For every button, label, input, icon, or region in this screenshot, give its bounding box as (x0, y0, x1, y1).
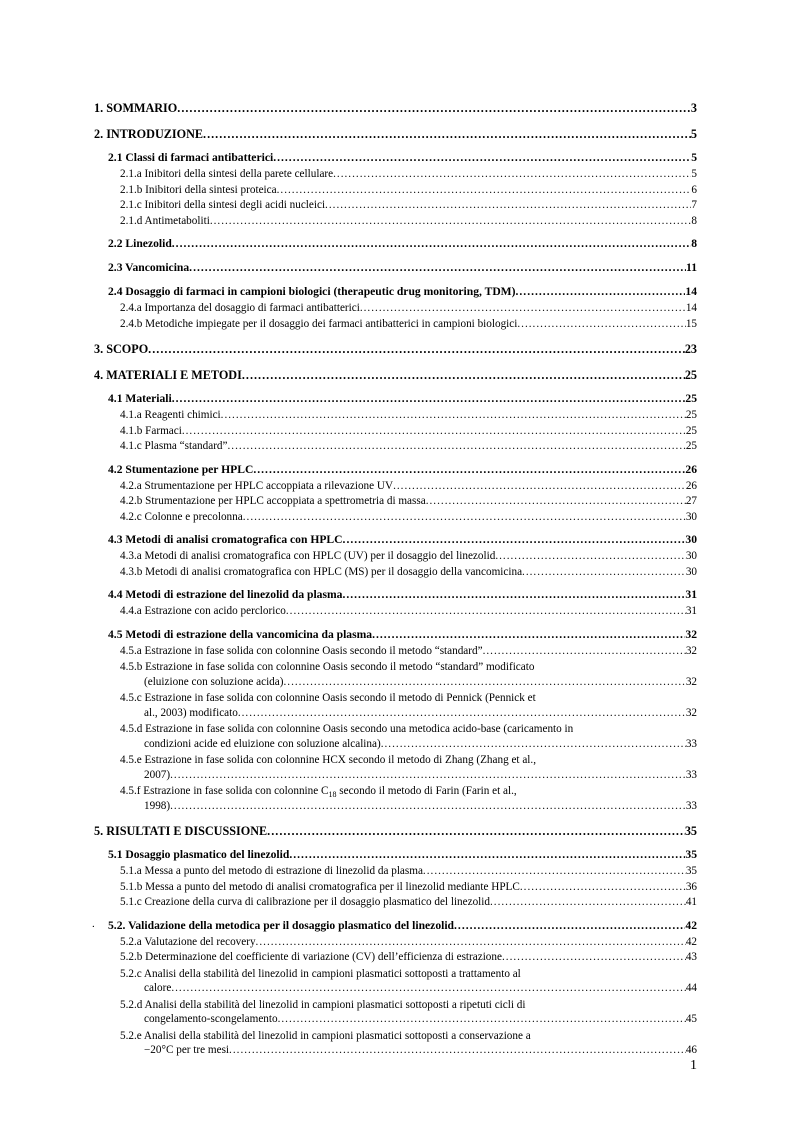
leader-dots (393, 480, 686, 492)
toc-entry-title: 2. INTRODUZIONE (94, 127, 204, 141)
leader-dots (238, 707, 686, 719)
toc-section[interactable] (94, 533, 697, 550)
toc-entry-multiline[interactable] (94, 660, 697, 691)
leader-dots (189, 261, 686, 274)
toc-page-number: 7 (691, 199, 697, 211)
toc-entry-title: 5.2.b Determinazione del coefficiente di variazione (CV) dell’efficienza di estrazione (120, 951, 502, 963)
toc-entry-title: 4.4 Metodi di estrazione del linezolid da plasma (108, 588, 343, 601)
toc-entry-title: 2.4 Dosaggio di farmaci in campioni biologici (therapeutic drug monitoring, TDM) (108, 285, 516, 298)
toc-page-number: 27 (685, 495, 697, 507)
toc-entry-title: 5.1.a Messa a punto del metodo di estrazione di linezolid da plasma (120, 865, 423, 877)
toc-subsection[interactable] (94, 511, 697, 527)
toc-entry-continuation: al., 2003) modificato (144, 706, 238, 719)
leader-dots (170, 769, 686, 781)
leader-dots (182, 425, 686, 437)
toc-page-number: 42 (685, 918, 697, 932)
toc-page-number: 5 (690, 127, 697, 141)
toc-chapter[interactable] (94, 101, 697, 118)
toc-entry-title: 3. SCOPO (94, 342, 149, 356)
toc-entry-multiline[interactable] (94, 784, 697, 815)
toc-entry-title: 2.1.d Antimetaboliti (120, 214, 210, 227)
toc-entry-title: 2.2 Linezolid (108, 237, 172, 250)
toc-entry-title: 4.3.b Metodi di analisi cromatografica con HPLC (MS) per il dosaggio della vancomicina (120, 565, 523, 578)
toc-entry-title: 4.2.c Colonne e precolonna (120, 510, 243, 523)
toc-page-number: 30 (685, 550, 697, 562)
leader-dots (520, 881, 686, 893)
toc-chapter[interactable] (94, 127, 697, 144)
toc-page-number: 3 (690, 101, 697, 115)
toc-chapter[interactable] (94, 342, 697, 359)
toc-entry-title: 4.2.b Strumentazione per HPLC accoppiata a spettrometria di massa (120, 495, 426, 507)
toc-entry-title: 4.5.b Estrazione in fase solida con colonnine Oasis secondo il metodo “standard” modificato (120, 661, 535, 673)
toc-page-number: 26 (685, 479, 697, 492)
toc-entry-title-part: 4.5.f Estrazione in fase solida con colonnine C (120, 785, 329, 797)
toc-subsection[interactable] (94, 865, 697, 881)
toc-subsection[interactable] (94, 896, 697, 912)
leader-dots (516, 285, 686, 298)
leader-dots (177, 101, 691, 116)
toc-entry-title: 4.3 Metodi di analisi cromatografica con HPLC (108, 533, 343, 546)
toc-entry-title: 5.1.b Messa a punto del metodo di analisi cromatografica per il linezolid mediante HPLC (120, 880, 520, 893)
toc-entry-continuation: (eluizione con soluzione acida) (144, 675, 284, 688)
toc-entry-continuation: condizioni acide ed eluizione con soluzione alcalina) (144, 737, 381, 750)
toc-entry-title: 4.1.b Farmaci (120, 424, 182, 437)
toc-entry-title: 5.2.d Analisi della stabilità del linezolid in campioni plasmatici sottoposti a ripetuti cicli di (120, 998, 526, 1011)
leader-dots (517, 318, 685, 330)
leader-dots (210, 215, 692, 227)
toc-page-number: 45 (685, 1013, 697, 1025)
leader-dots (229, 1044, 686, 1056)
leader-dots (286, 605, 686, 617)
toc-section[interactable] (94, 261, 697, 278)
leader-dots (283, 676, 685, 688)
leader-dots (289, 848, 685, 861)
toc-page-number: 5 (691, 168, 697, 180)
leader-dots (148, 342, 685, 357)
toc-subsection[interactable] (94, 881, 697, 897)
toc-entry-title (120, 784, 697, 800)
toc-entry-title: 5.1.c Creazione della curva di calibrazione per il dosaggio plasmatico del linezolid (120, 896, 490, 908)
toc-section[interactable] (94, 848, 697, 865)
toc-section[interactable] (94, 463, 697, 480)
leader-dots (490, 896, 686, 908)
toc-subsection[interactable] (94, 168, 697, 184)
toc-page-number: 30 (685, 565, 697, 578)
toc-entry-title: 2.1.b Inibitori della sintesi proteica (120, 183, 277, 196)
toc-page-number: 25 (685, 392, 697, 405)
toc-page-number: 32 (685, 675, 697, 688)
toc-page-number: 30 (685, 533, 697, 546)
toc-subsection[interactable] (94, 409, 697, 425)
toc-page-number: 30 (685, 510, 697, 523)
toc-page-number: 25 (685, 409, 697, 421)
toc-entry-title: 5.1 Dosaggio plasmatico del linezolid (108, 848, 290, 861)
toc-entry-title: 4.3.a Metodi di analisi cromatografica con HPLC (UV) per il dosaggio del linezolid (120, 550, 496, 562)
leader-dots (502, 951, 686, 963)
toc-section[interactable] (94, 628, 697, 645)
toc-entry-title: 4.1.c Plasma “standard” (120, 440, 228, 452)
toc-entry-title: 5.2. Validazione della metodica per il dosaggio plasmatico del linezolid (108, 918, 455, 932)
toc-page-number: 31 (685, 588, 697, 601)
toc-entry-multiline[interactable] (94, 753, 697, 784)
toc-entry-title: 5.2.a Valutazione del recovery (120, 935, 256, 948)
leader-dots (333, 168, 691, 180)
leader-dots (372, 628, 685, 641)
toc-page-number: 14 (685, 302, 697, 314)
leader-dots (522, 566, 686, 578)
leader-dots (454, 919, 685, 932)
toc-chapter[interactable] (94, 368, 697, 385)
table-of-contents (94, 92, 697, 1060)
toc-subsection[interactable] (94, 951, 697, 967)
toc-entry-title: 2.3 Vancomicina (108, 261, 190, 274)
toc-entry-title: 4.2.a Strumentazione per HPLC accoppiata a rilevazione UV (120, 479, 394, 492)
toc-section[interactable] (94, 588, 697, 605)
toc-subsection[interactable] (94, 605, 697, 621)
toc-page-number: 35 (684, 824, 697, 838)
toc-entry-title: 2.1 Classi di farmaci antibatterici (108, 151, 274, 164)
toc-page-number: 43 (685, 951, 697, 963)
toc-entry-multiline[interactable] (94, 998, 697, 1029)
toc-page-number: 32 (685, 627, 697, 641)
toc-entry-multiline[interactable] (94, 722, 697, 753)
toc-entry-title: 4.2 Stumentazione per HPLC (108, 462, 254, 476)
leader-dots (483, 645, 686, 657)
leader-dots (172, 392, 686, 405)
toc-page-number: 33 (685, 737, 697, 750)
toc-page-number: 41 (685, 896, 697, 908)
toc-entry-continuation: −20°C per tre mesi (144, 1044, 230, 1056)
toc-page-number: 26 (685, 462, 697, 476)
toc-page-number: 25 (685, 424, 697, 437)
toc-section[interactable] (94, 151, 697, 168)
toc-subsection[interactable] (94, 215, 697, 231)
leader-dots (172, 237, 691, 250)
leader-dots (273, 151, 691, 164)
toc-subsection[interactable] (94, 936, 697, 952)
toc-entry-title: 5.2.e Analisi della stabilità del linezolid in campioni plasmatici sottoposti a conservazione a (120, 1029, 531, 1042)
toc-subsection[interactable] (94, 440, 697, 456)
toc-entry-title: 2.4.b Metodiche impiegate per il dosaggio dei farmaci antibatterici in campioni biologici (120, 317, 518, 330)
toc-chapter[interactable] (94, 824, 697, 841)
toc-subsection[interactable] (94, 302, 697, 318)
toc-subsection[interactable] (94, 566, 697, 582)
toc-page-number: 36 (685, 880, 697, 893)
leader-dots (256, 936, 686, 948)
leader-dots (423, 865, 686, 877)
toc-page-number: 8 (691, 237, 697, 250)
toc-page-number: 14 (685, 285, 697, 298)
toc-section[interactable] (94, 285, 697, 302)
toc-entry-multiline[interactable] (94, 967, 697, 998)
leader-dots (277, 184, 692, 196)
toc-subsection[interactable] (94, 495, 697, 511)
toc-entry-title: 4.5.d Estrazione in fase solida con colonnine Oasis secondo una metodica acido-base (caricamento in (120, 723, 574, 735)
toc-entry-title: 4.5.e Estrazione in fase solida con colonnine HCX secondo il metodo di Zhang (Zhang et al., (120, 754, 537, 766)
leader-dots (170, 800, 686, 812)
toc-subsection[interactable] (94, 550, 697, 566)
toc-page-number: 25 (685, 440, 697, 452)
toc-subsection[interactable] (94, 184, 697, 200)
leader-dots (228, 440, 686, 452)
toc-entry-title: 4.1.a Reagenti chimici (120, 409, 221, 421)
leader-dots (171, 982, 685, 994)
toc-entry-title-part: secondo il metodo di Farin (Farin et al., (336, 785, 517, 797)
toc-page-number: 46 (685, 1044, 697, 1056)
toc-page-number: 31 (685, 605, 697, 617)
toc-entry-multiline[interactable] (94, 691, 697, 722)
leader-dots (278, 1013, 686, 1025)
toc-page-number: 35 (685, 848, 697, 861)
margin-mark: . (92, 918, 95, 930)
toc-entry-title: 2.1.c Inibitori della sintesi degli acidi nucleici (120, 199, 326, 211)
leader-dots (342, 588, 685, 601)
toc-page-number: 35 (685, 865, 697, 877)
toc-entry-title: 5.2.c Analisi della stabilità del linezolid in campioni plasmatici sottoposti a trattamento al (120, 967, 521, 980)
leader-dots (243, 511, 686, 523)
leader-dots (360, 302, 686, 314)
toc-entry-continuation: calore (144, 982, 172, 994)
toc-entry-continuation: 1998) (144, 799, 171, 812)
toc-subsection[interactable] (94, 645, 697, 661)
toc-page-number: 33 (685, 799, 697, 812)
toc-entry-title: 1. SOMMARIO (94, 101, 178, 115)
toc-entry-title: 5. RISULTATI E DISCUSSIONE (94, 824, 268, 838)
toc-entry-continuation: 2007) (144, 768, 171, 781)
toc-section[interactable] (94, 392, 697, 409)
leader-dots (426, 495, 686, 507)
toc-entry-title: 4.5.a Estrazione in fase solida con colonnine Oasis secondo il metodo “standard” (120, 644, 483, 657)
toc-subsection[interactable] (94, 199, 697, 215)
toc-subsection[interactable] (94, 318, 697, 334)
toc-page-number: 23 (684, 342, 697, 356)
toc-page-number: 5 (691, 151, 697, 164)
toc-section[interactable] (94, 919, 697, 936)
toc-page-number: 33 (685, 768, 697, 781)
toc-page-number: 32 (685, 706, 697, 719)
toc-page-number: 44 (685, 982, 697, 994)
toc-page-number: 25 (684, 368, 697, 382)
toc-page-number: 42 (685, 935, 697, 948)
leader-dots (325, 199, 691, 211)
leader-dots (267, 824, 685, 839)
leader-dots (381, 738, 686, 750)
toc-page-number: 11 (686, 261, 697, 274)
leader-dots (203, 127, 691, 142)
leader-dots (242, 368, 685, 383)
page-number: 1 (690, 1058, 697, 1073)
leader-dots (495, 550, 686, 562)
toc-entry-subscript: 18 (328, 790, 337, 800)
toc-entry-multiline[interactable] (94, 1029, 697, 1060)
leader-dots (221, 409, 686, 421)
toc-page-number: 15 (685, 317, 697, 330)
toc-entry-title: 2.1.a Inibitori della sintesi della parete cellulare (120, 168, 334, 180)
toc-entry-title: 4.5.c Estrazione in fase solida con colonnine Oasis secondo il metodo di Pennick (Pennick et (120, 692, 536, 704)
toc-section[interactable] (94, 237, 697, 254)
toc-entry-continuation: congelamento-scongelamento (144, 1013, 278, 1025)
toc-entry-title: 4. MATERIALI E METODI (94, 368, 242, 382)
toc-page-number: 8 (691, 214, 697, 227)
toc-subsection[interactable] (94, 425, 697, 441)
leader-dots (253, 463, 685, 476)
toc-page-number: 6 (691, 183, 697, 196)
toc-page-number: 32 (685, 644, 697, 657)
toc-subsection[interactable] (94, 480, 697, 496)
toc-entry-title: 4.1 Materiali (108, 392, 172, 405)
leader-dots (343, 533, 686, 546)
toc-entry-title: 4.4.a Estrazione con acido perclorico (120, 605, 286, 617)
toc-entry-title: 2.4.a Importanza del dosaggio di farmaci antibatterici (120, 302, 360, 314)
toc-entry-title: 4.5 Metodi di estrazione della vancomicina da plasma (108, 627, 373, 641)
